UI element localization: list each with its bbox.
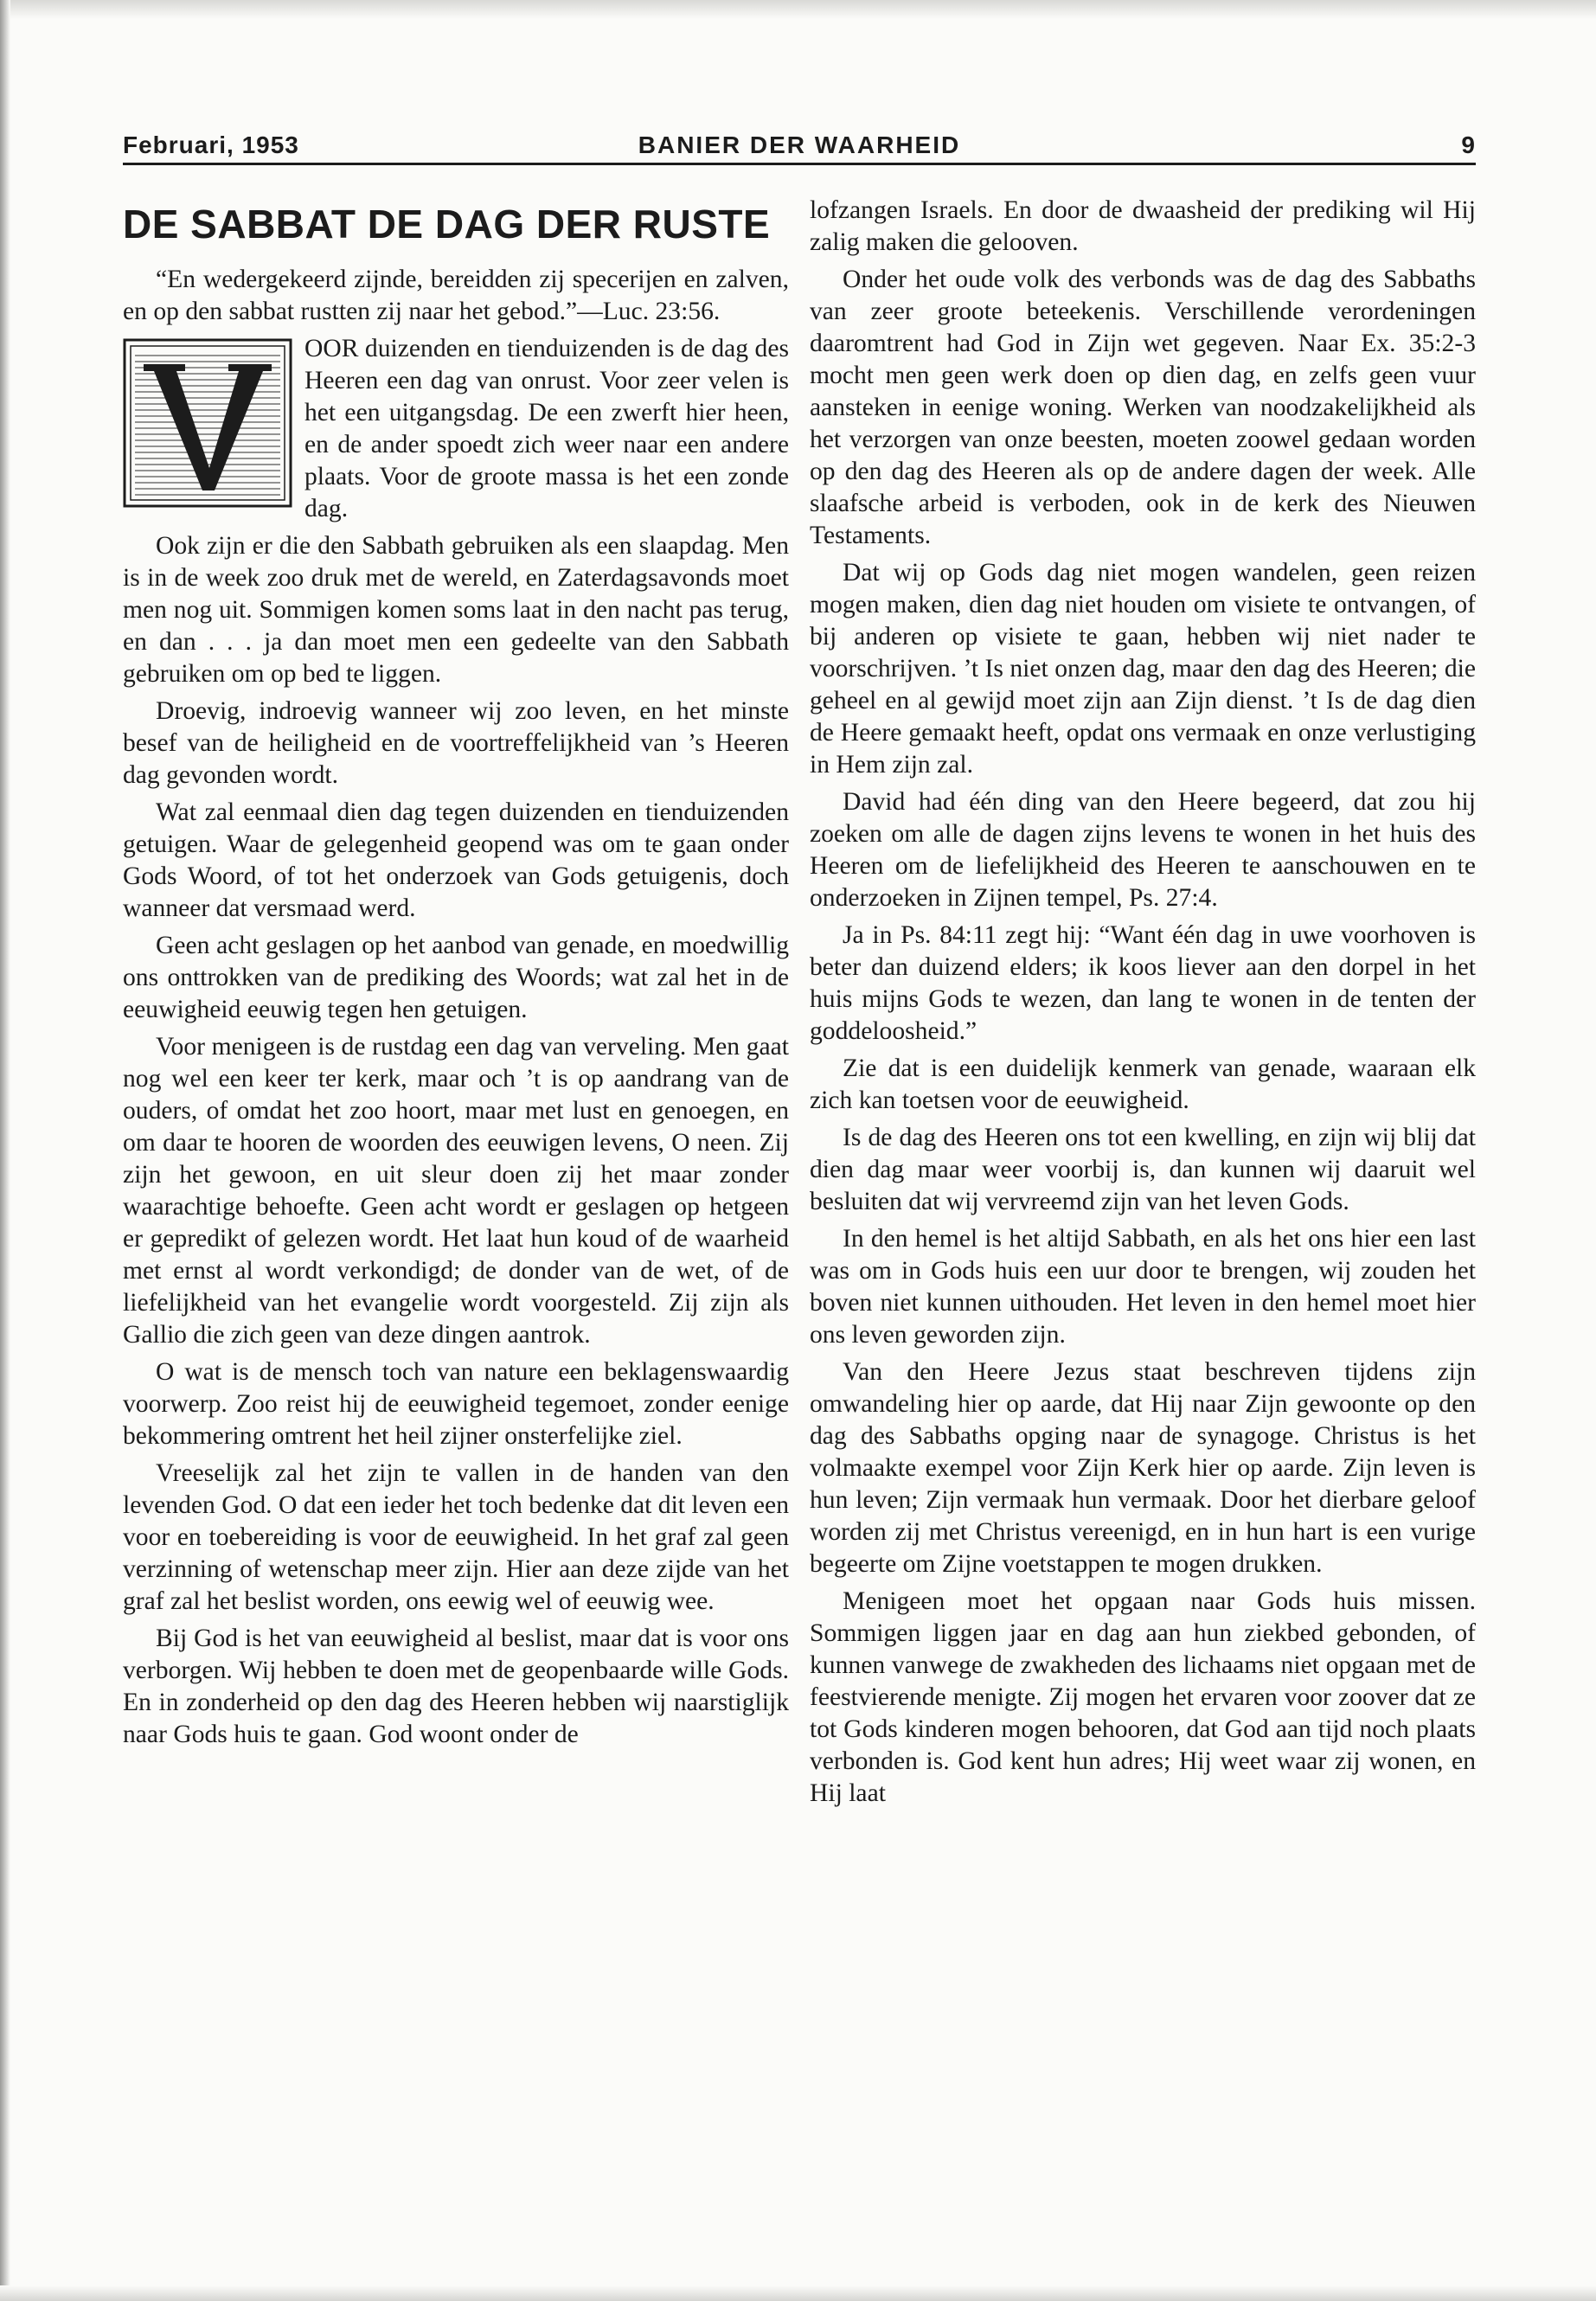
scan-edge-top [0,0,1596,19]
scan-edge-left [0,0,10,2301]
paragraph: O wat is de mensch toch van nature een beklagenswaardig voorwerp. Zoo reist hij de eeuwigheid tegemoet, zonder eenige bekommering omtrent het heil zijner onsterfelijke ziel. [123,1358,789,1450]
paragraph: Voor menigeen is de rustdag een dag van verveling. Men gaat nog wel een keer ter kerk, maar och ’t is op aandrang van de ouders, of omdat het zoo hoort, maar met lust en genoegen, en om daar te hooren de woorden des eeuwigen levens, O neen. Zij zijn het gewoon, en uit sleur doen zij het maar zonder waarachtige behoefte. Geen acht wordt er geslagen op hetgeen er gepredikt of gelezen wordt. Het laat hun koud of de waarheid met ernst al wordt verkondigd; de donder van de wet, of de liefelijkheid van het evangelie wordt voorgesteld. Zij zijn als Gallio die zich geen van deze dingen aantrok. [123,1033,789,1349]
issue-date: Februari, 1953 [123,131,299,158]
paragraph: Droevig, indroevig wanneer wij zoo leven, en het minste besef van de heiligheid en de voortreffelijkheid van ’s Heeren dag gevonden wordt. [123,697,789,789]
paragraph: Zie dat is een duidelijk kenmerk van genade, waaraan elk zich kan toetsen voor de eeuwigheid. [810,1054,1476,1114]
paragraph: Onder het oude volk des verbonds was de dag des Sabbaths van zeer groote beteekenis. Verschillende verordeningen daaromtrent had God in Zijn wet gegeven. Naar Ex. 35:2-3 mocht men geen werk doen op dien dag, en zelfs geen vuur aansteken in eenige woning. Werken van noodzakelijkheid als het verzorgen van onze beesten, moeten zoowel gedaan worden op den dag des Heeren als op de andere dagen der week. Alle slaafsche arbeid is verboden, ook in de kerk des Nieuwen Testaments. [810,266,1476,549]
paragraph: Van den Heere Jezus staat beschreven tijdens zijn omwandeling hier op aarde, dat Hij naar Zijn gewoonte op den dag des Sabbaths opging naar de synagoge. Christus is het volmaakte exempel voor Zijn Kerk hier op aarde. Zijn leven is hun leven; Zijn vermaak hun vermaak. Door het dierbare geloof worden zij met Christus vereenigd, en in hun hart is een vurige begeerte om Zijne voetstappen te mogen drukken. [810,1358,1476,1578]
paragraph: lofzangen Israels. En door de dwaasheid der prediking wil Hij zalig maken die gelooven. [810,196,1476,256]
right-column [810,195,1476,1815]
epigraph: “En wedergekeerd zijnde, bereidden zij specerijen en zalven, en op den sabbat rustten zij naar het gebod.”—Luc. 23:56. [123,266,789,325]
paragraph: In den hemel is het altijd Sabbath, en als het ons hier een last was om in Gods huis een uur door te brengen, wij zouden het boven niet kunnen uithouden. Het leven in den hemel moet hier ons leven geworden zijn. [810,1225,1476,1349]
page-number: 9 [1461,131,1476,158]
article-title: DE SABBAT DE DAG DER RUSTE [123,202,771,247]
paragraph: Bij God is het van eeuwigheid al beslist, maar dat is voor ons verborgen. Wij hebben te doen met de geopenbaarde wille Gods. En in zonderheid op den dag des Heeren hebben wij naarstiglijk naar Gods huis te gaan. God woont onder de [123,1625,789,1748]
paragraph: Wat zal eenmaal dien dag tegen duizenden en tienduizenden getuigen. Waar de gelegenheid geopend was om te gaan onder Gods Woord, of tot het onderzoek van Gods getuigenis, doch wanneer dat versmaad werd. [123,798,789,922]
header-rule [123,163,1476,165]
paragraph: Ja in Ps. 84:11 zegt hij: “Want één dag in uwe voorhoven is beter dan duizend elders; ik koos liever aan den dorpel in het huis mijns Gods te wezen, dan lang te wonen in de tenten der goddeloosheid.” [810,921,1476,1045]
paragraph: OOR duizenden en tienduizenden is de dag des Heeren een dag van onrust. Voor zeer velen is het een uitgangsdag. De een zwerft hier heen, en de ander spoedt zich weer naar een andere plaats. Voor de groote massa is het een zonde dag. [304,335,789,522]
paragraph: Geen acht geslagen op het aanbod van genade, en moedwillig ons onttrokken van de prediking des Woords; wat zal het in de eeuwigheid eeuwig tegen hen getuigen. [123,932,789,1023]
left-column [123,195,789,1756]
paragraph: Ook zijn er die den Sabbath gebruiken als een slaapdag. Men is in de week zoo druk met de wereld, en Zaterdagsavonds moet men nog uit. Sommigen komen soms laat in den nacht pas terug, en dan . . . ja dan moet men een gedeelte van den Sabbath gebruiken om op bed te liggen. [123,532,789,688]
scan-edge-bottom [0,2285,1596,2301]
drop-cap-ornament-icon [123,338,292,508]
paragraph: Is de dag des Heeren ons tot een kwelling, en zijn wij blij dat dien dag maar weer voorbij is, dan kunnen wij daaruit wel besluiten dat wij vervreemd zijn van het leven Gods. [810,1124,1476,1215]
paragraph: Menigeen moet het opgaan naar Gods huis missen. Sommigen liggen jaar en dag aan hun ziekbed gebonden, of kunnen vanwege de zwakheden des lichaams niet opgaan met de feestvierende menigte. Zij mogen het ervaren voor zoover dat ze tot Gods kinderen mogen behooren, dat God aan tijd noch plaats verbonden is. God kent hun adres; Hij weet waar zij wonen, en Hij laat [810,1587,1476,1807]
paragraph: David had één ding van den Heere begeerd, dat zou hij zoeken om alle de dagen zijns levens te wonen in het huis des Heeren om de liefelijkheid des Heeren te aanschouwen en te onderzoeken in Zijnen tempel, Ps. 27:4. [810,788,1476,912]
paragraph: Dat wij op Gods dag niet mogen wandelen, geen reizen mogen maken, dien dag niet houden om visiete te ontvangen, of bij anderen op visiete te gaan, hebben wij niet nader te voorschrijven. ’t Is niet onzen dag, maar den dag des Heeren; die geheel en al gewijd moet zijn aan Zijn dienst. ’t Is de dag dien de Heere gemaakt heeft, opdat ons vermaak en onze verlustiging in Hem zijn zal. [810,559,1476,779]
publication-title: BANIER DER WAARHEID [638,131,961,158]
running-header [123,126,1476,164]
paragraph: Vreeselijk zal het zijn te vallen in de handen van den levenden God. O dat een ieder het toch bedenke dat dit leven een voor en toebereiding is voor de eeuwigheid. In het graf zal geen verzinning of wetenschap meer zijn. Hier aan deze zijde van het graf zal het beslist worden, ons eewig wel of eeuwig wee. [123,1459,789,1615]
drop-cap [123,338,292,508]
